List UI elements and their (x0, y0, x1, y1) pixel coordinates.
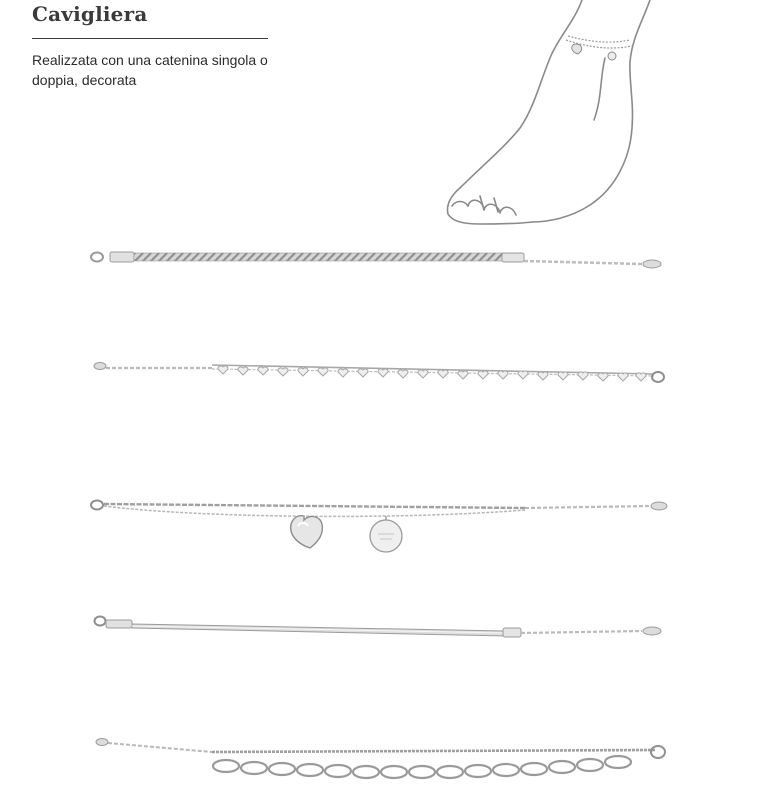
snake-chain-anklet-photo (0, 612, 775, 644)
rope-chain-anklet-photo (0, 244, 775, 278)
foot-with-anklet-illustration (440, 0, 670, 232)
page-title: Cavigliera (32, 2, 148, 26)
oval-links-anklet-photo (0, 732, 775, 784)
title-underline (32, 38, 268, 39)
hearts-chain-anklet-photo (0, 356, 775, 392)
double-chain-charm-anklet-photo (0, 494, 775, 556)
description-text: Realizzata con una catenina singola o doppia, decorata (32, 52, 268, 88)
